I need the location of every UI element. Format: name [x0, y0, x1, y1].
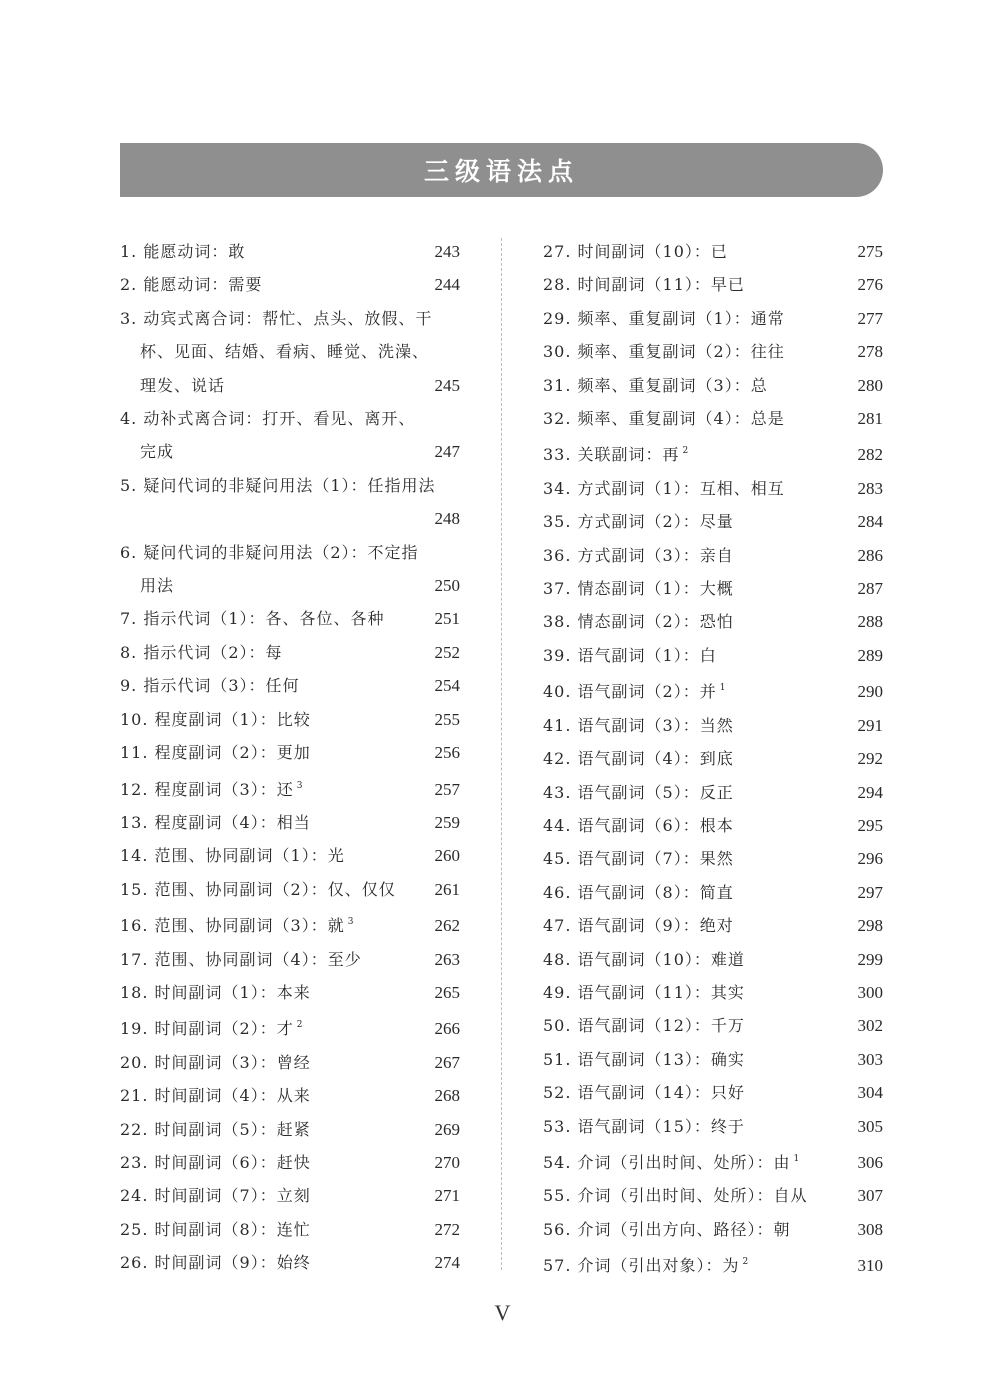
toc-entry-page: 262	[434, 916, 460, 936]
toc-entry-title: 21. 时间副词（4）：从来	[120, 1086, 311, 1106]
toc-entry-title: 37. 情态副词（1）：大概	[543, 579, 734, 599]
toc-entry-title: 20. 时间副词（3）：曾经	[120, 1052, 311, 1072]
toc-entry[interactable]	[543, 776, 883, 809]
toc-entry-page: 260	[434, 846, 460, 866]
toc-entry[interactable]	[120, 1246, 460, 1279]
toc-entry-title: 18. 时间副词（1）：本来	[120, 982, 311, 1002]
superscript-marker: 1	[719, 683, 726, 694]
toc-entry-title: 45. 语气副词（7）：果然	[543, 849, 734, 869]
toc-entry-title: 32. 频率、重复副词（4）：总是	[543, 409, 785, 429]
toc-entry-continuation: 杯、见面、结婚、看病、睡觉、洗澡、	[140, 342, 430, 362]
toc-entry[interactable]	[120, 536, 460, 603]
toc-entry-page: 300	[857, 982, 883, 1002]
toc-entry-title: 26. 时间副词（9）：始终	[120, 1253, 311, 1273]
toc-entry-page: 282	[857, 445, 883, 465]
toc-entry-page: 306	[857, 1152, 883, 1172]
toc-entry-page: 266	[434, 1019, 460, 1039]
toc-entry-title: 51. 语气副词（13）：确实	[543, 1049, 745, 1069]
toc-entry[interactable]	[120, 1046, 460, 1079]
toc-entry[interactable]	[543, 268, 883, 301]
toc-entry-title: 1. 能愿动词：敢	[120, 242, 246, 261]
toc-entry[interactable]	[120, 268, 460, 301]
toc-entry[interactable]	[120, 636, 460, 669]
toc-entry-continuation: 理发、说话	[140, 375, 226, 395]
toc-entry-title: 34. 方式副词（1）：互相、相互	[543, 478, 785, 498]
toc-entry-title: 40. 语气副词（2）：并	[543, 682, 717, 702]
toc-entry-title: 39. 语气副词（1）：白	[543, 645, 717, 665]
toc-entry-page: 304	[857, 1083, 883, 1103]
toc-entry-title: 9. 指示代词（3）：任何	[120, 676, 300, 696]
toc-entry-title: 16. 范围、协同副词（3）：就	[120, 916, 345, 936]
toc-entry[interactable]	[543, 1110, 883, 1143]
toc-entry-page: 303	[857, 1049, 883, 1069]
toc-entry-title: 31. 频率、重复副词（3）：总	[543, 375, 768, 395]
toc-entry[interactable]	[543, 1009, 883, 1042]
toc-entry[interactable]	[120, 402, 460, 469]
toc-entry-title: 28. 时间副词（11）：早已	[543, 275, 745, 295]
toc-entry-page: 256	[434, 743, 460, 763]
toc-column-left	[120, 235, 460, 1280]
toc-entry-page: 292	[857, 749, 883, 769]
section-title-banner	[120, 143, 883, 197]
toc-entry[interactable]	[543, 302, 883, 335]
toc-entry[interactable]	[120, 806, 460, 839]
toc-column-right	[543, 235, 883, 1283]
toc-entry-title: 5. 疑问代词的非疑问用法（1）：任指用法	[120, 475, 436, 495]
toc-entry-title: 27. 时间副词（10）：已	[543, 242, 728, 261]
toc-entry-page: 288	[857, 612, 883, 632]
toc-entry-page: 283	[857, 478, 883, 498]
toc-entry[interactable]	[120, 943, 460, 976]
toc-entry-page: 261	[434, 879, 460, 899]
toc-entry[interactable]	[543, 235, 883, 268]
toc-entry-title: 11. 程度副词（2）：更加	[120, 743, 311, 763]
toc-entry-title: 2. 能愿动词：需要	[120, 275, 263, 295]
toc-entry-title: 6. 疑问代词的非疑问用法（2）：不定指	[120, 542, 419, 562]
toc-entry-title: 14. 范围、协同副词（1）：光	[120, 846, 345, 866]
toc-entry-page: 291	[857, 715, 883, 735]
toc-entry[interactable]	[120, 703, 460, 736]
toc-entry-page: 267	[434, 1052, 460, 1072]
toc-entry[interactable]	[120, 839, 460, 872]
toc-entry-page: 247	[434, 442, 460, 462]
superscript-marker: 2	[742, 1257, 749, 1268]
toc-entry-page: 294	[857, 782, 883, 802]
toc-entry-page: 255	[434, 709, 460, 729]
toc-entry[interactable]	[543, 639, 883, 672]
toc-entry[interactable]	[543, 505, 883, 538]
toc-entry-page: 274	[434, 1253, 460, 1273]
toc-entry[interactable]	[543, 335, 883, 368]
toc-entry-page: 268	[434, 1086, 460, 1106]
toc-entry[interactable]	[543, 402, 883, 435]
toc-entry[interactable]	[120, 669, 460, 702]
toc-entry[interactable]	[543, 1043, 883, 1076]
toc-entry-page: 295	[857, 815, 883, 835]
toc-entry-page: 298	[857, 916, 883, 936]
toc-entry-page: 277	[857, 308, 883, 328]
toc-entry[interactable]	[120, 873, 460, 906]
toc-entry-title: 49. 语气副词（11）：其实	[543, 982, 745, 1002]
toc-entry-page: 289	[857, 645, 883, 665]
toc-entry-title: 54. 介词（引出时间、处所）：由	[543, 1152, 791, 1172]
section-title: 三级语法点	[423, 157, 579, 186]
toc-entry[interactable]	[120, 602, 460, 635]
toc-entry-page: 305	[857, 1116, 883, 1136]
toc-entry-title: 50. 语气副词（12）：千万	[543, 1016, 745, 1036]
toc-entry-page: 270	[434, 1152, 460, 1172]
toc-entry-page: 265	[434, 982, 460, 1002]
toc-entry-title: 36. 方式副词（3）：亲自	[543, 545, 734, 565]
toc-entry[interactable]	[543, 809, 883, 842]
toc-entry[interactable]	[120, 235, 460, 268]
toc-entry[interactable]	[543, 909, 883, 942]
toc-entry-page: 272	[434, 1219, 460, 1239]
superscript-marker: 2	[682, 446, 689, 457]
toc-entry-title: 19. 时间副词（2）：才	[120, 1019, 294, 1039]
toc-entry-page: 271	[434, 1186, 460, 1206]
toc-entry-page: 296	[857, 849, 883, 869]
toc-entry[interactable]	[543, 943, 883, 976]
toc-entry[interactable]	[120, 1179, 460, 1212]
toc-entry[interactable]	[543, 1246, 883, 1282]
toc-entry[interactable]	[543, 976, 883, 1009]
superscript-marker: 1	[793, 1153, 800, 1164]
toc-entry[interactable]	[543, 539, 883, 572]
toc-entry-title: 38. 情态副词（2）：恐怕	[543, 612, 734, 632]
toc-entry-title: 29. 频率、重复副词（1）：通常	[543, 308, 785, 328]
toc-entry-title: 42. 语气副词（4）：到底	[543, 749, 734, 769]
toc-entry[interactable]	[120, 1009, 460, 1045]
toc-entry-title: 57. 介词（引出对象）：为	[543, 1256, 740, 1276]
toc-entry-page: 299	[857, 949, 883, 969]
toc-entry[interactable]	[120, 976, 460, 1009]
toc-entry-page: 310	[857, 1256, 883, 1276]
toc-entry-page: 308	[857, 1219, 883, 1239]
toc-entry-title: 53. 语气副词（15）：终于	[543, 1116, 745, 1136]
toc-entry-page: 276	[857, 275, 883, 295]
toc-entry-page: 290	[857, 682, 883, 702]
toc-entry-continuation: 用法	[140, 576, 175, 596]
toc-entry-continuation: 完成	[140, 442, 175, 462]
toc-entry-title: 30. 频率、重复副词（2）：往往	[543, 342, 785, 362]
toc-entry-page: 248	[434, 509, 460, 529]
toc-entry-title: 22. 时间副词（5）：赶紧	[120, 1119, 311, 1139]
toc-entry-page: 252	[434, 642, 460, 662]
toc-entry-title: 10. 程度副词（1）：比较	[120, 709, 311, 729]
toc-entry-page: 251	[434, 609, 460, 629]
toc-entry[interactable]	[543, 472, 883, 505]
toc-entry-page: 243	[434, 242, 460, 261]
toc-entry-title: 4. 动补式离合词：打开、看见、离开、	[120, 409, 416, 429]
toc-entry-title: 13. 程度副词（4）：相当	[120, 812, 311, 832]
toc-entry-title: 7. 指示代词（1）：各、各位、各种	[120, 609, 385, 629]
toc-entry-page: 302	[857, 1016, 883, 1036]
toc-entry[interactable]	[543, 709, 883, 742]
toc-entry-title: 44. 语气副词（6）：根本	[543, 815, 734, 835]
toc-entry-page: 250	[434, 576, 460, 596]
toc-entry[interactable]	[543, 605, 883, 638]
toc-entry-title: 48. 语气副词（10）：难道	[543, 949, 745, 969]
toc-entry-page: 263	[434, 949, 460, 969]
superscript-marker: 3	[347, 917, 354, 928]
toc-entry[interactable]	[543, 572, 883, 605]
toc-entry-title: 8. 指示代词（2）：每	[120, 642, 283, 662]
toc-entry[interactable]	[120, 1146, 460, 1179]
toc-entry-page: 269	[434, 1119, 460, 1139]
toc-entry-title: 43. 语气副词（5）：反正	[543, 782, 734, 802]
toc-entry-page: 278	[857, 342, 883, 362]
toc-entry-page: 284	[857, 512, 883, 532]
toc-entry[interactable]	[543, 1213, 883, 1246]
toc-entry-page: 280	[857, 375, 883, 395]
toc-entry[interactable]	[543, 1179, 883, 1212]
page-number: V	[494, 1300, 511, 1325]
toc-entry-title: 15. 范围、协同副词（2）：仅、仅仅	[120, 879, 396, 899]
superscript-marker: 3	[296, 780, 303, 791]
toc-entry-page: 259	[434, 812, 460, 832]
toc-entry-title: 47. 语气副词（9）：绝对	[543, 916, 734, 936]
toc-entry[interactable]	[120, 1113, 460, 1146]
toc-entry-title: 55. 介词（引出时间、处所）：自从	[543, 1186, 808, 1206]
toc-entry-title: 35. 方式副词（2）：尽量	[543, 512, 734, 532]
toc-entry-page: 245	[434, 375, 460, 395]
toc-entry-page: 286	[857, 545, 883, 565]
toc-entry-title: 23. 时间副词（6）：赶快	[120, 1152, 311, 1172]
toc-entry[interactable]	[120, 736, 460, 769]
toc-entry[interactable]	[543, 876, 883, 909]
toc-entry-title: 33. 关联副词：再	[543, 445, 680, 465]
toc-entry[interactable]	[543, 369, 883, 402]
toc-entry[interactable]	[120, 1213, 460, 1246]
toc-entry-page: 254	[434, 676, 460, 696]
toc-entry-title: 46. 语气副词（8）：简直	[543, 882, 734, 902]
superscript-marker: 2	[296, 1020, 303, 1031]
toc-entry[interactable]	[543, 842, 883, 875]
toc-entry-title: 56. 介词（引出方向、路径）：朝	[543, 1219, 791, 1239]
toc-entry[interactable]	[120, 302, 460, 402]
toc-entry-title: 12. 程度副词（3）：还	[120, 779, 294, 799]
toc-entry[interactable]	[120, 906, 460, 942]
toc-entry[interactable]	[120, 469, 460, 536]
toc-entry-title: 41. 语气副词（3）：当然	[543, 715, 734, 735]
toc-entry-page: 287	[857, 579, 883, 599]
toc-entry[interactable]	[543, 672, 883, 708]
toc-entry-page: 297	[857, 882, 883, 902]
toc-entry-page: 281	[857, 409, 883, 429]
toc-entry[interactable]	[543, 742, 883, 775]
toc-entry-page: 275	[857, 242, 883, 261]
toc-entry[interactable]	[543, 1076, 883, 1109]
toc-entry-page: 257	[434, 779, 460, 799]
toc-entry-title: 52. 语气副词（14）：只好	[543, 1083, 745, 1103]
toc-entry-title: 3. 动宾式离合词：帮忙、点头、放假、干	[120, 308, 433, 328]
column-divider	[501, 238, 502, 1270]
toc-entry[interactable]	[543, 435, 883, 471]
toc-entry-page: 244	[434, 275, 460, 295]
toc-entry[interactable]	[543, 1143, 883, 1179]
toc-entry-title: 25. 时间副词（8）：连忙	[120, 1219, 311, 1239]
toc-entry-title: 17. 范围、协同副词（4）：至少	[120, 949, 362, 969]
toc-entry[interactable]	[120, 1079, 460, 1112]
toc-entry[interactable]	[120, 770, 460, 806]
toc-entry-title: 24. 时间副词（7）：立刻	[120, 1186, 311, 1206]
toc-entry-continuation	[140, 502, 146, 535]
toc-entry-page: 307	[857, 1186, 883, 1206]
